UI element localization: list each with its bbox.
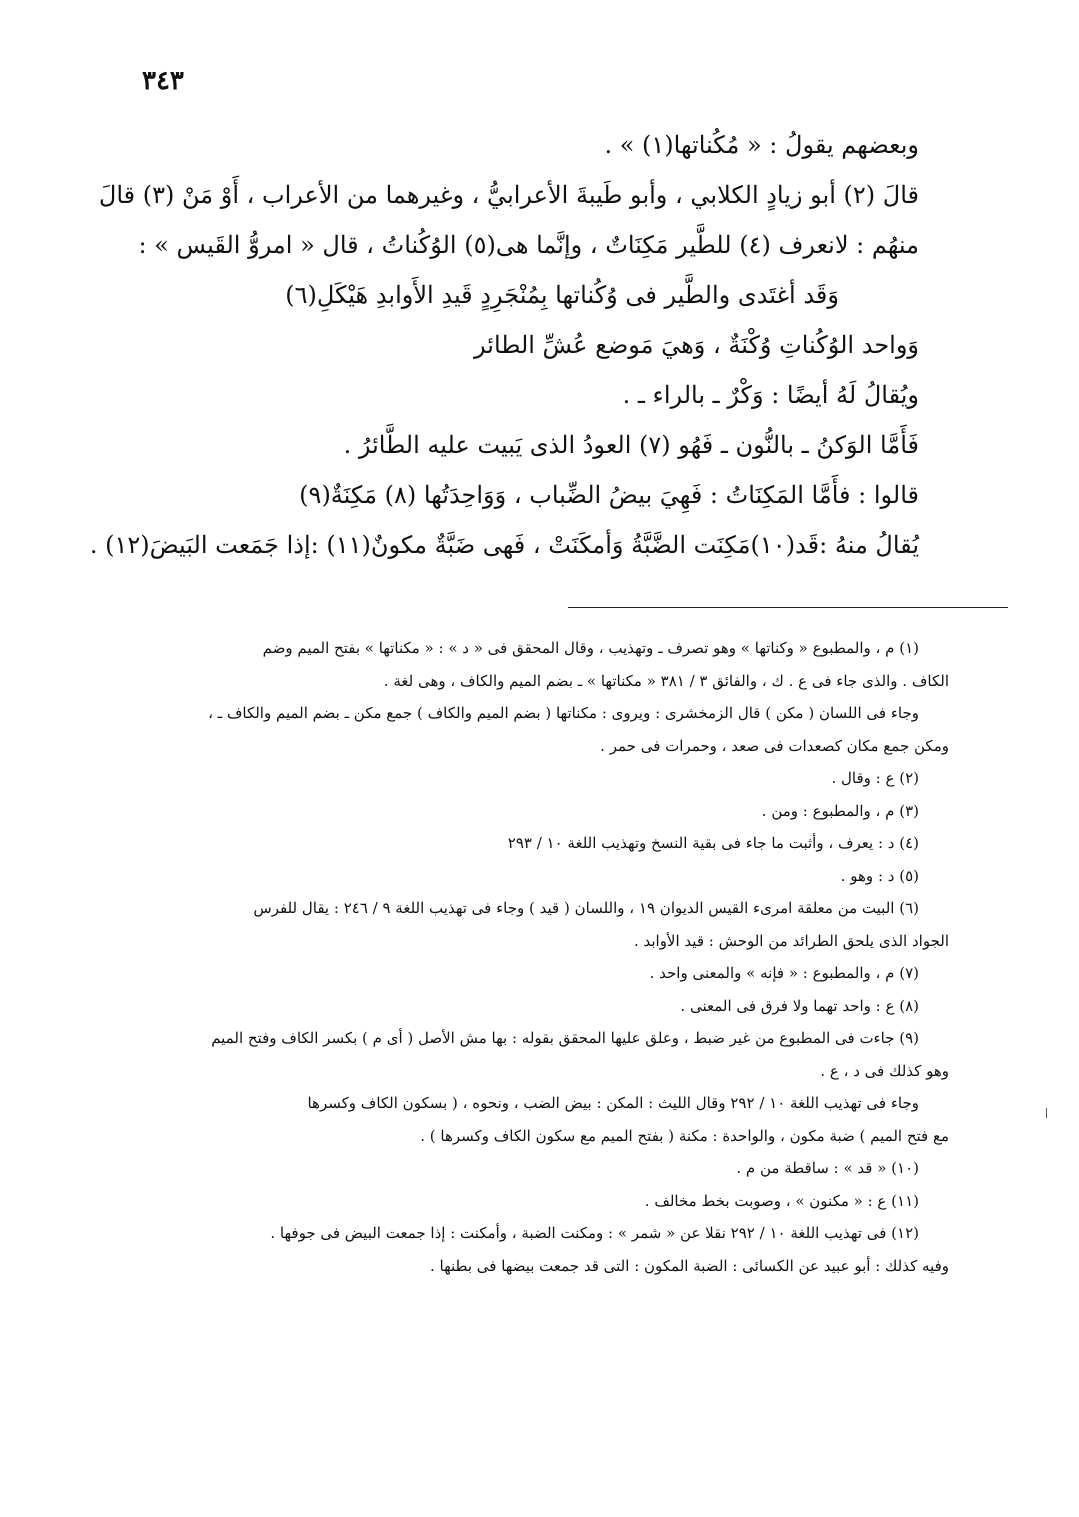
main-text — [89, 120, 919, 570]
page-number: ٣٤٣ — [142, 66, 184, 96]
body-line: منهُم : لانعرف (٤) للطَّير مَكِنَاتٌ ، وإنَّما هى(٥) الوُكُناتُ ، قال « امروُّ القَيس » : — [138, 231, 919, 259]
footnote-divider — [568, 607, 1008, 608]
body-line: قالوا : فأَمَّا المَكِنَاتُ : فَهِيَ بيضُ الضِّباب ، وَوَاحِدَتُها (٨) مَكِنَةٌ(٩) — [299, 481, 919, 509]
footnote-line: (٨) ع : واحد تهما ولا فرق فى المعنى . — [680, 996, 919, 1015]
footnote-line: وهو كذلك فى د ، ع . — [820, 1061, 949, 1080]
footnote-line: وفيه كذلك : أبو عبيد عن الكسائى : الضبة المكون : التى قد جمعت بيضها فى بطنها . — [429, 1256, 949, 1275]
footnotes — [120, 632, 949, 1282]
body-line: ويُقالُ لَهُ أيضًا : وَكْرٌ ـ بالراء ـ . — [622, 381, 919, 409]
footnote-line: (٩) جاءت فى المطبوع من غير ضبط ، وعلق عليها المحقق بقوله : بها مش الأصل ( أى م ) بكسر الكاف وفتح الميم — [211, 1029, 919, 1047]
body-line: وبعضهم يقولُ : « مُكُناتها(١) » . — [604, 131, 919, 159]
scan-mark — [1046, 1108, 1053, 1118]
footnote-line: وجاء فى اللسان ( مكن ) قال الزمخشرى : ويروى : مكناتها ( بضم الميم والكاف ) جمع مكن ـ بضم الميم والكاف ـ ، — [208, 704, 919, 722]
footnote-line: (٢) ع : وقال . — [831, 769, 919, 787]
footnote-line: (١٠) « قد » : ساقطة من م . — [736, 1159, 919, 1177]
footnote-line: (٥) د : وهو . — [840, 866, 919, 885]
footnote-line: الجواد الذى يلحق الطرائد من الوحش : قيد الأوابد . — [633, 931, 949, 950]
footnote-line: وجاء فى تهذيب اللغة ١٠ / ٢٩٢ وقال الليث : المكن : بيض الضب ، ونحوه ، ( بسكون الكاف وكسرها — [307, 1094, 919, 1112]
footnote-line: (٦) البيت من معلقة امرىء القيس الديوان ١٩ ، واللسان ( قيد ) وجاء فى تهذيب اللغة ٩ / ٢٤٦ : يقال للفرس — [253, 899, 919, 917]
body-line: فَأَمَّا الوَكنُ ـ بالنُّون ـ فَهُو (٧) العودُ الذى يَبيت عليه الطَّائرُ . — [343, 431, 919, 459]
footnote-line: (١) م ، والمطبوع « وكناتها » وهو تصرف ـ وتهذيب ، وقال المحقق فى « د » : « مكناتها » بفتح الميم وضم — [262, 639, 919, 657]
footnote-line: (١١) ع : « مكنون » ، وصوبت بخط مخالف . — [644, 1191, 919, 1210]
footnote-line: الكاف . والذى جاء فى ع . ك ، والفائق ٣ / ٣٨١ « مكناتها » ـ بضم الميم والكاف ، وهى لغة . — [383, 671, 949, 690]
body-line: وَواحد الوُكُناتِ وُكْنَةٌ ، وَهيَ مَوضع عُشِّ الطائر — [474, 331, 919, 359]
verse-line: وَقَد أغتَدى والطَّير فى وُكُناتها بِمُنْجَرِدٍ قَيدِ الأَوابدِ هَيْكَلِ(٦) — [285, 281, 839, 309]
footnote-line: (٧) م ، والمطبوع : « فإنه » والمعنى واحد . — [649, 964, 919, 982]
footnote-line: (٣) م ، والمطبوع : ومن . — [761, 801, 919, 820]
body-line: يُقالُ منهُ :قَد(١٠)مَكِنَت الضَّبَّةُ وَأمكَنَتْ ، فَهى ضَبَّةٌ مكونٌ(١١) :إذا جَمَعت البَيضَ(١٢) . — [89, 531, 919, 559]
footnote-line: (١٢) فى تهذيب اللغة ١٠ / ٢٩٢ نقلا عن « شمر » : ومكنت الضبة ، وأمكنت : إذا جمعت البيض فى جوفها . — [270, 1224, 919, 1242]
footnote-line: مع فتح الميم ) ضبة مكون ، والواحدة : مكنة ( بفتح الميم مع سكون الكاف وكسرها ) . — [420, 1126, 949, 1145]
body-line: قالَ (٢) أبو زيادٍ الكلابي ، وأبو طَيبةَ الأعرابيُّ ، وغيرهما من الأعراب ، أَوْ مَنْ (٣) قالَ — [98, 181, 919, 209]
footnote-line: (٤) د : يعرف ، وأثبت ما جاء فى بقية النسخ وتهذيب اللغة ١٠ / ٢٩٣ — [507, 834, 919, 852]
footnote-line: ومكن جمع مكان كصعدات فى صعد ، وحمرات فى حمر . — [600, 736, 949, 755]
